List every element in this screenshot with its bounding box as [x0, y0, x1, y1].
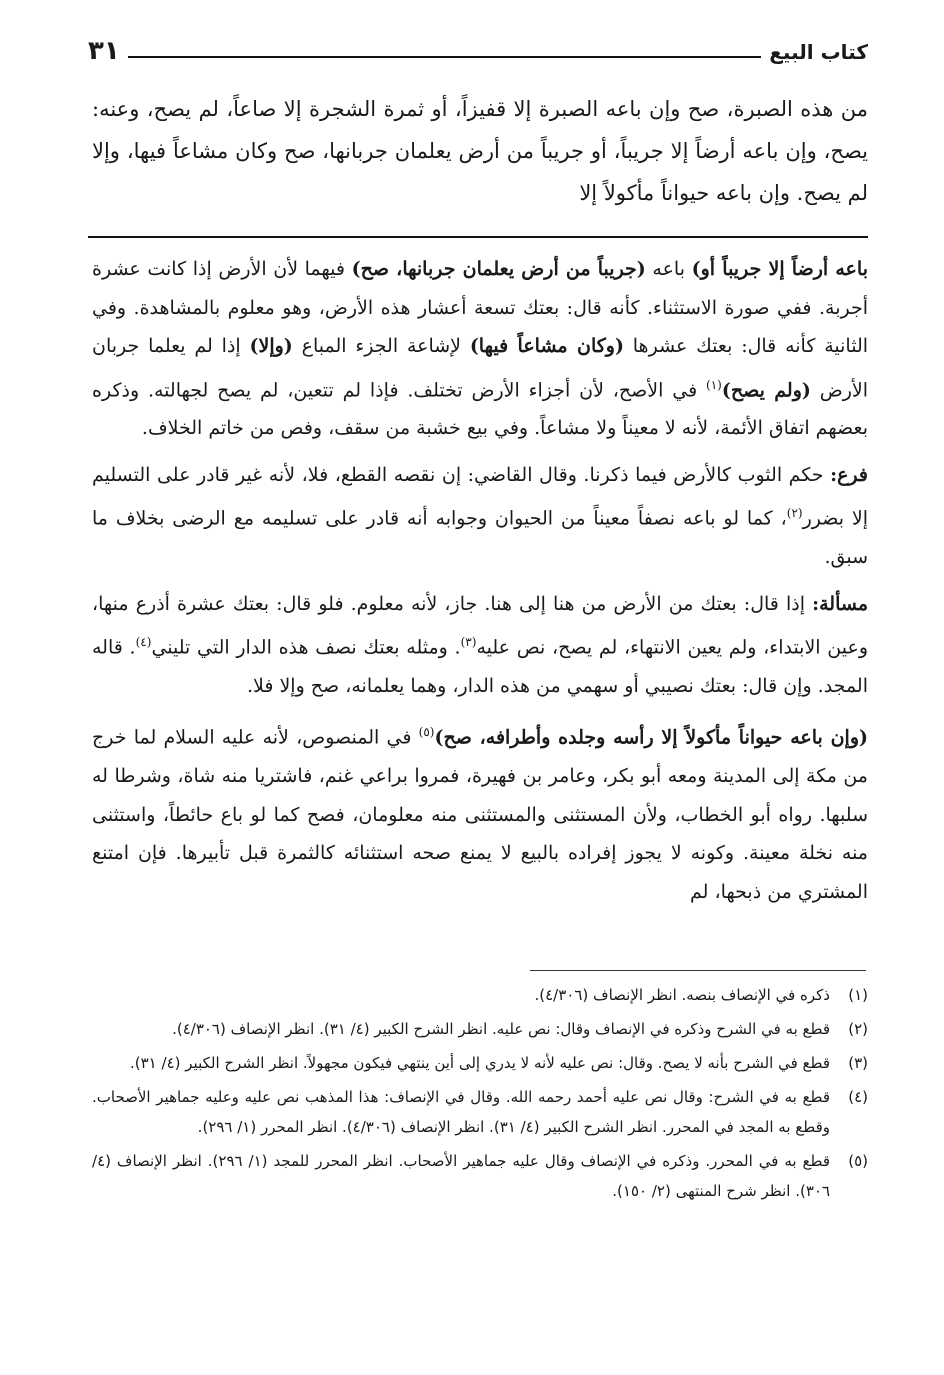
- text-run: لإشاعة الجزء المباع: [292, 335, 470, 357]
- footnote-text: قطع به في المحرر. وذكره في الإنصاف وقال عليه جماهير الأصحاب. انظر المحرر للمجد (١/ ٢٩٦). انظر الإنصاف (٤/ ٣٠٦). انظر شرح المنتهى (٢/ ١٥٠).: [92, 1152, 830, 1200]
- running-header: [88, 30, 868, 64]
- footnote-text: قطع في الشرح بأنه لا يصح. وقال: نص عليه لأنه لا يدري إلى أين ينتهي فيكون مجهولاً. انظر الشرح الكبير (٤/ ٣١).: [130, 1054, 830, 1072]
- footnote-ref: (١): [706, 377, 722, 392]
- text-run: . ومثله بعتك نصف هذه الدار التي تليني: [151, 636, 461, 659]
- sharh-paragraph-3: [92, 585, 868, 706]
- footnote-text: قطع به في الشرح: وقال نص عليه أحمد رحمه الله. وقال في الإنصاف: هذا المذهب نص عليه وعليه جماهير الأصحاب. وقطع به المجد في المحرر. انظر الشرح الكبير (٤/ ٣١). انظر الإنصاف (٤/٣٠٦). انظر المحرر (١/ ٢٩٦).: [92, 1088, 830, 1136]
- footnote-separator: [530, 970, 866, 971]
- footnote: [92, 1146, 868, 1206]
- text-run: حكم الثوب كالأرض فيما ذكرنا. وقال القاضي: إن نقصه القطع، فلا، لأنه غير قادر على التسليم إلا بضرر: [92, 463, 868, 530]
- sharh-commentary: [92, 250, 868, 919]
- footnote-ref: (٢): [786, 506, 803, 521]
- footnote-ref: (٤): [135, 635, 152, 650]
- matn-separator: [88, 236, 868, 238]
- text-run: ، كما لو باعه نصفاً معيناً من الحيوان وجوابه أنه قادر على تسليمه مع الرضى بخلاف ما سبق.: [92, 507, 868, 569]
- footnotes: [92, 980, 868, 1210]
- matn-text: من هذه الصبرة، صح وإن باعه الصبرة إلا قفيزاً، أو ثمرة الشجرة إلا صاعاً، لم يصح، وعنه: يصح، وإن باعه أرضاً إلا جريباً، أو جريباً من أرض يعلمان جربانها، صح وكان مشاعاً فيها، وإلا لم يصح. وإن باعه حيواناً مأكولاً إلا: [92, 97, 868, 205]
- page-number: ٣١: [88, 36, 120, 66]
- bold-quote: (وإن باعه حيواناً مأكولاً إلا رأسه وجلده وأطرافه، صح): [434, 726, 868, 749]
- footnote-number: (٢): [848, 1020, 868, 1038]
- chapter-title: كتاب البيع: [769, 40, 868, 64]
- footnote-text: قطع به في الشرح وذكره في الإنصاف وقال: نص عليه. انظر الشرح الكبير (٤/ ٣١). انظر الإنصاف (٤/٣٠٦).: [172, 1020, 830, 1038]
- footnote-ref: (٣): [460, 635, 477, 650]
- text-run: إذا لم يعلما جربان الأرض: [92, 335, 868, 401]
- sharh-paragraph-4: [92, 713, 868, 911]
- header-rule: [128, 56, 762, 58]
- bold-quote: (جريباً من أرض يعلمان جربانها، صح): [351, 258, 646, 280]
- bold-quote: (وكان مشاعاً فيها): [469, 335, 624, 357]
- text-run: إذا قال: بعتك من الأرض من هنا إلى هنا. جاز، لأنه معلوم. فلو قال: بعتك عشرة أذرع منها، وعين الابتداء، ولم يعين الانتهاء، لم يصح، نص عليه: [92, 592, 868, 659]
- bold-heading: فرع:: [830, 463, 868, 486]
- footnote-number: (٣): [848, 1054, 868, 1072]
- text-run: فيهما لأن الأرض إذا كانت عشرة أجربة. ففي صورة الاستثناء. كأنه قال: بعتك تسعة أعشار هذه الأرض، وهو معلوم بالمشاهدة. وفي الثانية كأنه قال: بعتك عشرها: [92, 258, 869, 357]
- footnote-ref: (٥): [418, 725, 435, 740]
- text-run: باعه: [645, 258, 692, 280]
- bold-quote: باعه أرضاً إلا جريباً أو): [691, 258, 868, 280]
- footnote: [92, 1014, 868, 1044]
- footnote: [92, 1082, 868, 1142]
- footnote: [92, 980, 868, 1010]
- footnote-number: (٥): [848, 1152, 868, 1170]
- bold-quote: (وإلا): [249, 335, 293, 357]
- footnote-number: (٤): [848, 1088, 868, 1106]
- text-run: في الأصح، لأن أجزاء الأرض تختلف. فإذا لم تتعين، لم يصح لجهالته. وذكره بعضهم اتفاق الأئمة، لأنه لا معيناً ولا مشاعاً. وفي بيع خشبة من سقف، وفص من خاتم الخلاف.: [92, 378, 868, 440]
- footnote: [92, 1048, 868, 1078]
- footnote-number: (١): [848, 986, 868, 1004]
- footnote-text: ذكره في الإنصاف بنصه. انظر الإنصاف (٤/٣٠٦).: [534, 986, 830, 1004]
- sharh-paragraph-2: [92, 456, 868, 577]
- text-run: في المنصوص، لأنه عليه السلام لما خرج من مكة إلى المدينة ومعه أبو بكر، وعامر بن فهيرة، فمروا براعي غنم، فاشتريا منه شاة، وشرطا له سلبها. رواه أبو الخطاب، ولأن المستثنى والمستثنى منه معلومان، فصح كما لو باع حائطاً، واستثنى منه نخلة معينة. وكونه لا يجوز إفراده بالبيع لا يمنع صحه استثنائه كالثمرة قبل تأبيرها. فإن امتنع المشتري من ذبحها، لم: [92, 726, 868, 903]
- bold-heading: مسألة:: [812, 592, 868, 615]
- sharh-paragraph-1: [92, 250, 868, 448]
- bold-quote: (ولم يصح): [721, 378, 811, 401]
- text-run: . قاله المجد. وإن قال: بعتك نصيبي أو سهمي من هذه الدار، وهما يعلمانه، صح وإلا فلا.: [92, 636, 868, 697]
